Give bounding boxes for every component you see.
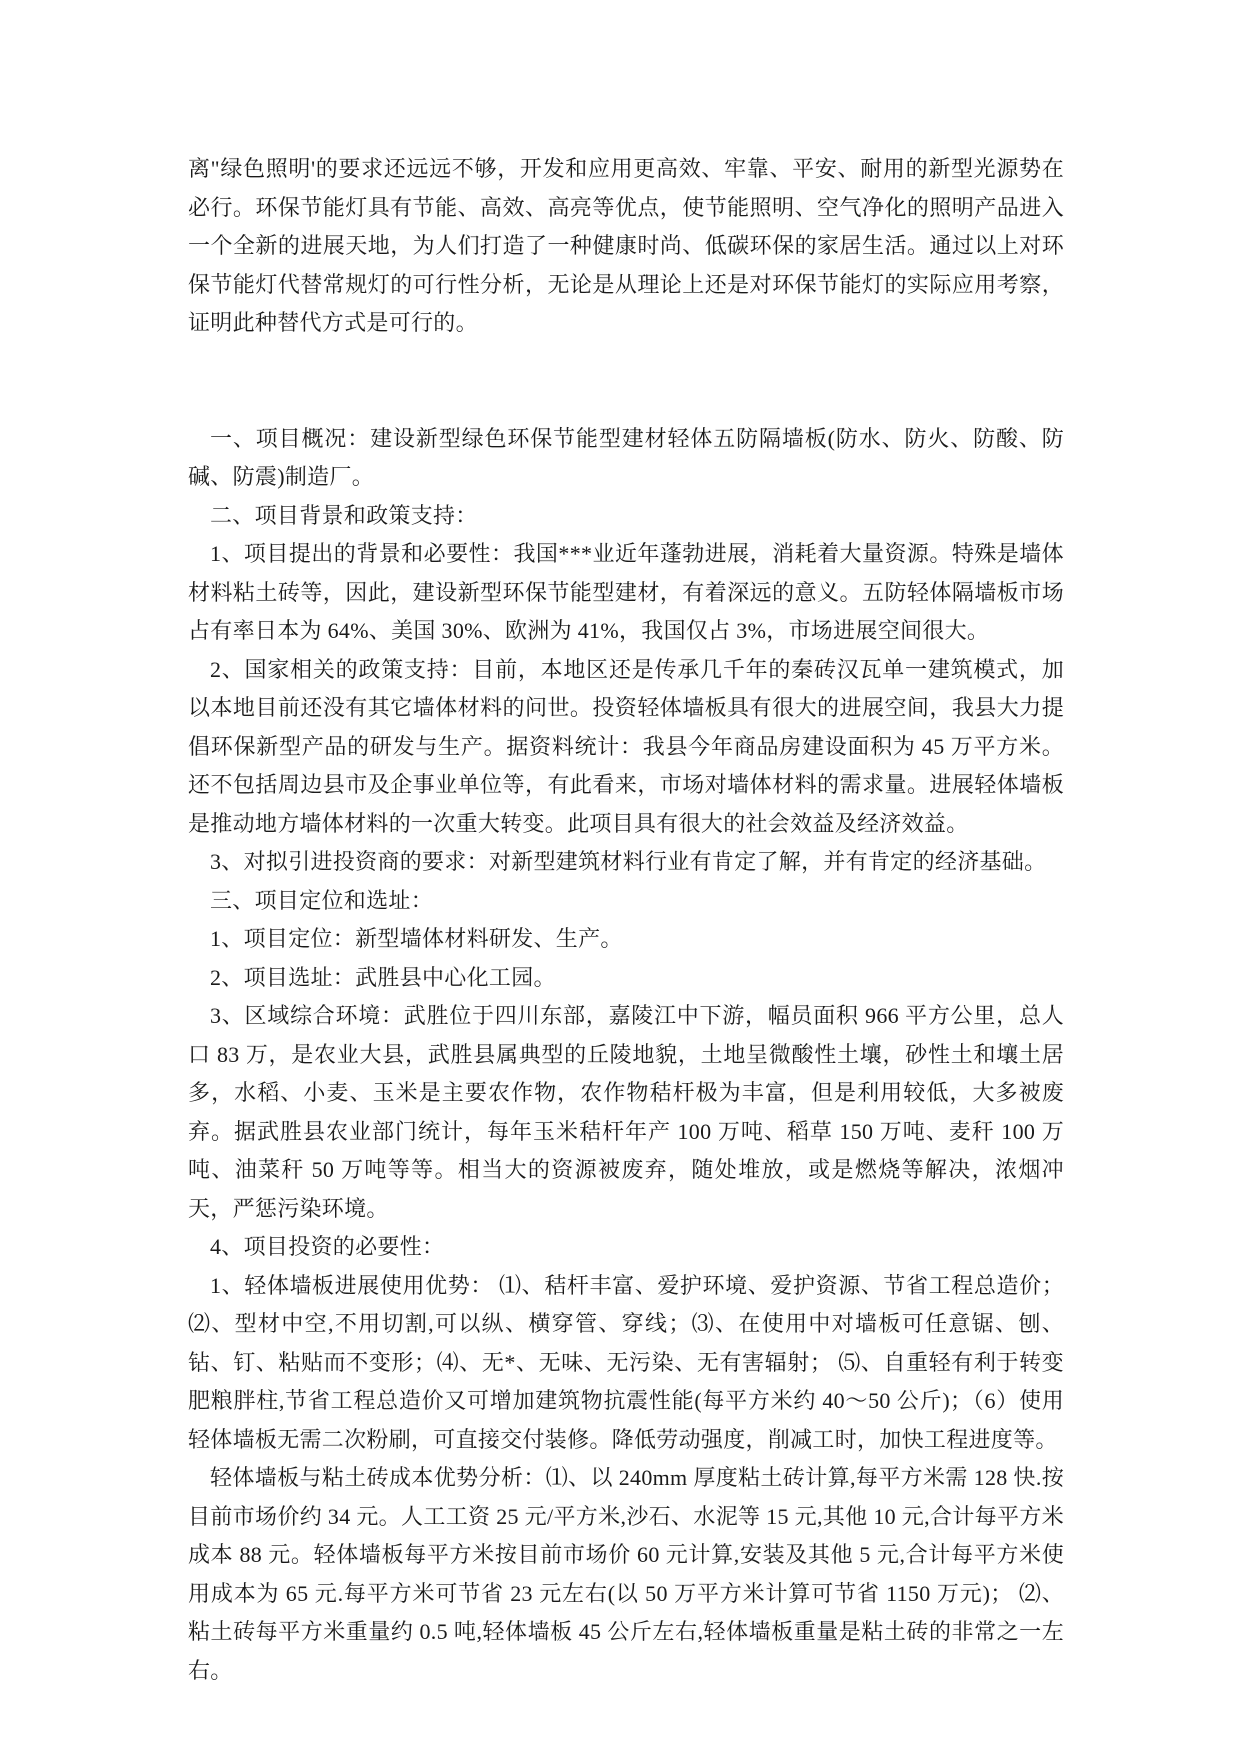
cost-analysis-paragraph: 轻体墙板与粘土砖成本优势分析：⑴、以 240mm 厚度粘土砖计算,每平方米需 128 快.按目前市场价约 34 元。人工工资 25 元/平方米,沙石、水泥等 15 元,其他 10 元,合计每平方米成本 88 元。轻体墙板每平方米按目前市场价 60 元计算,安装及其他 5 元,合计每平方米使用成本为 65 元.每平方米可节省 23 元左右(以 50 万平方米计算可节省 1150 万元)； ⑵、粘土砖每平方米重量约 0.5 吨,轻体墙板 45 公斤左右,轻体墙板重量是粘土砖的非常之一左右。 (188, 1465, 1065, 1683)
section-2-item-1: 1、项目提出的背景和必要性：我国***业近年蓬勃进展，消耗着大量资源。特殊是墙体材料粘土砖等，因此，建设新型环保节能型建材，有着深远的意义。五防轻体隔墙板市场占有率日本为 64%、美国 30%、欧洲为 41%，我国仅占 3%，市场进展空间很大。 (188, 541, 1064, 643)
section-2-item-2: 2、国家相关的政策支持：目前，本地区还是传承几千年的秦砖汉瓦单一建筑模式，加以本地目前还没有其它墙体材料的问世。投资轻体墙板具有很大的进展空间，我县大力提倡环保新型产品的研发与生产。据资料统计：我县今年商品房建设面积为 45 万平方米。还不包括周边县市及企事业单位等，有此看来，市场对墙体材料的需求量。进展轻体墙板是推动地方墙体材料的一次重大转变。此项目具有很大的社会效益及经济效益。 (188, 656, 1064, 836)
section-1-heading-paragraph: 一、项目概况：建设新型绿色环保节能型建材轻体五防隔墙板(防水、防火、防酸、防碱、防震)制造厂。 (188, 425, 1064, 489)
section-gap (188, 343, 1064, 420)
section-3-item-3: 3、区域综合环境：武胜位于四川东部，嘉陵江中下游，幅员面积 966 平方公里，总人口 83 万，是农业大县，武胜县属典型的丘陵地貌，土地呈微酸性土壤，砂性土和壤土居多，水稻、小麦、玉米是主要农作物，农作物秸杆极为丰富，但是利用较低，大多被废弃。据武胜县农业部门统计，每年玉米秸杆年产 100 万吨、稻草 150 万吨、麦秆 100 万吨、油菜秆 50 万吨等等。相当大的资源被废弃，随处堆放，或是燃烧等解决，浓烟冲天，严惩污染环境。 (188, 1003, 1064, 1221)
section-3-item-2: 2、项目选址：武胜县中心化工园。 (210, 964, 556, 990)
intro-paragraph: 离"绿色照明'的要求还远远不够，开发和应用更高效、牢靠、平安、耐用的新型光源势在必行。环保节能灯具有节能、高效、高亮等优点，使节能照明、空气净化的照明产品进入一个全新的进展天地，为人们打造了一种健康时尚、低碳环保的家居生活。通过以上对环保节能灯代替常规灯的可行性分析，无论是从理论上还是对环保节能灯的实际应用考察，证明此种替代方式是可行的。 (188, 156, 1064, 335)
section-3-item-1: 1、项目定位：新型墙体材料研发、生产。 (210, 926, 623, 951)
section-2-heading: 二、项目背景和政策支持： (210, 502, 478, 528)
section-3-item-4-heading: 4、项目投资的必要性： (210, 1234, 445, 1259)
document-body (188, 150, 1064, 1690)
section-2-item-3: 3、对拟引进投资商的要求：对新型建筑材料行业有肯定了解，并有肯定的经济基础。 (210, 849, 1047, 874)
advantages-paragraph: 1、轻体墙板进展使用优势： ⑴、秸杆丰富、爱护环境、爱护资源、节省工程总造价；⑵、型材中空,不用切割,可以纵、横穿管、穿线；⑶、在使用中对墙板可任意锯、刨、钻、钉、粘贴而不变形；⑷、无*、无味、无污染、无有害辐射； ⑸、自重轻有利于转变肥粮胖柱,节省工程总造价又可增加建筑物抗震性能(每平方米约 40～50 公斤)；（6）使用轻体墙板无需二次粉刷，可直接交付装修。降低劳动强度，削减工时，加快工程进度等。 (188, 1272, 1064, 1452)
section-3-heading: 三、项目定位和选址： (210, 887, 434, 913)
